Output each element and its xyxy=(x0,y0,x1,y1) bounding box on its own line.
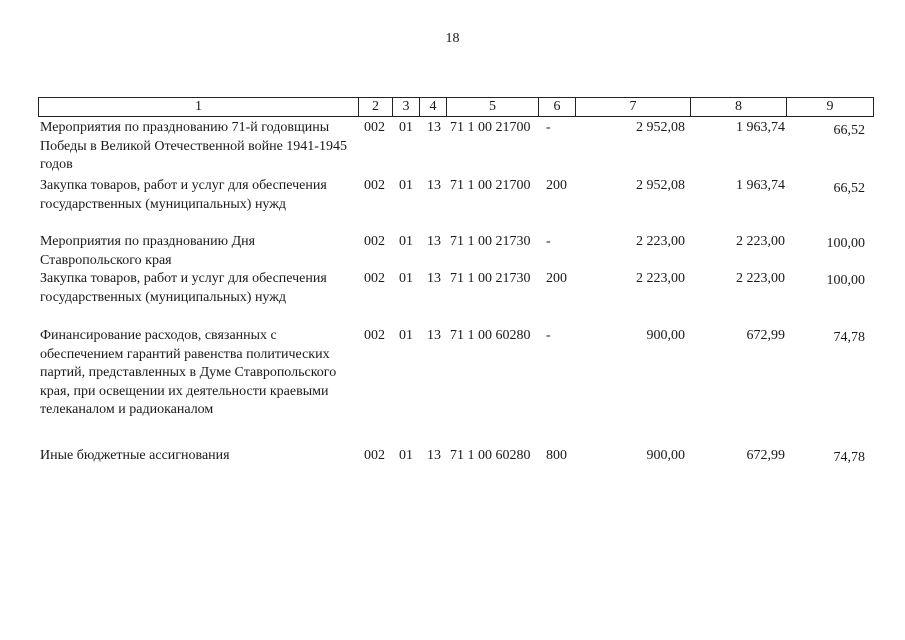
row-section: 01 xyxy=(399,120,413,135)
row-value-9: 74,78 xyxy=(833,450,865,465)
row-article: 71 1 00 60280 xyxy=(450,328,531,343)
row-type: 200 xyxy=(546,178,567,193)
row-name: Мероприятия по празднованию 71-й годовщины Победы в Великой Отечественной войне 1941-1945 годов xyxy=(40,120,347,172)
row-article: 71 1 00 21730 xyxy=(450,234,531,249)
row-subsection: 13 xyxy=(427,178,441,193)
header-col-8: 8 xyxy=(691,98,787,116)
row-value-9: 100,00 xyxy=(826,236,865,251)
row-value-7: 2 952,08 xyxy=(636,178,685,193)
header-col-2: 2 xyxy=(359,98,393,116)
row-subsection: 13 xyxy=(427,328,441,343)
row-section: 01 xyxy=(399,448,413,463)
row-subsection: 13 xyxy=(427,271,441,286)
row-article: 71 1 00 60280 xyxy=(450,448,531,463)
row-section: 01 xyxy=(399,234,413,249)
row-type: 200 xyxy=(546,271,567,286)
row-code: 002 xyxy=(364,328,385,343)
row-article: 71 1 00 21700 xyxy=(450,178,531,193)
row-code: 002 xyxy=(364,234,385,249)
row-section: 01 xyxy=(399,271,413,286)
row-subsection: 13 xyxy=(427,120,441,135)
row-code: 002 xyxy=(364,120,385,135)
header-col-3: 3 xyxy=(393,98,420,116)
row-value-8: 672,99 xyxy=(746,448,785,463)
row-article: 71 1 00 21730 xyxy=(450,271,531,286)
row-value-7: 900,00 xyxy=(646,328,685,343)
header-col-1: 1 xyxy=(39,98,359,116)
page-number: 18 xyxy=(445,31,460,46)
row-type: 800 xyxy=(546,448,567,463)
table-header xyxy=(38,97,874,117)
header-col-7: 7 xyxy=(576,98,691,116)
row-value-7: 2 223,00 xyxy=(636,234,685,249)
row-section: 01 xyxy=(399,178,413,193)
row-subsection: 13 xyxy=(427,448,441,463)
row-name: Закупка товаров, работ и услуг для обеспечения государственных (муниципальных) нужд xyxy=(40,271,327,305)
row-value-9: 66,52 xyxy=(833,123,865,138)
row-code: 002 xyxy=(364,271,385,286)
row-type: - xyxy=(546,328,551,343)
header-col-6: 6 xyxy=(539,98,576,116)
row-value-8: 1 963,74 xyxy=(736,120,785,135)
row-code: 002 xyxy=(364,178,385,193)
row-name: Финансирование расходов, связанных с обеспечением гарантий равенства политических партий, представленных в Думе Ставропольского края, при освещении их деятельности краевыми телеканалом и радиоканалом xyxy=(40,328,337,417)
header-col-9: 9 xyxy=(826,99,834,114)
row-value-8: 672,99 xyxy=(746,328,785,343)
row-subsection: 13 xyxy=(427,234,441,249)
row-value-7: 2 952,08 xyxy=(636,120,685,135)
row-value-8: 1 963,74 xyxy=(736,178,785,193)
row-name: Мероприятия по празднованию Дня Ставропольского края xyxy=(40,234,256,268)
row-type: - xyxy=(546,234,551,249)
row-value-9: 100,00 xyxy=(826,273,865,288)
row-value-7: 2 223,00 xyxy=(636,271,685,286)
header-col-4: 4 xyxy=(420,98,447,116)
row-section: 01 xyxy=(399,328,413,343)
row-value-8: 2 223,00 xyxy=(736,271,785,286)
row-name: Закупка товаров, работ и услуг для обеспечения государственных (муниципальных) нужд xyxy=(40,178,327,212)
row-value-9: 66,52 xyxy=(833,181,865,196)
row-code: 002 xyxy=(364,448,385,463)
row-value-7: 900,00 xyxy=(646,448,685,463)
row-type: - xyxy=(546,120,551,135)
row-article: 71 1 00 21700 xyxy=(450,120,531,135)
header-col-5: 5 xyxy=(447,98,539,116)
row-value-9: 74,78 xyxy=(833,330,865,345)
row-value-8: 2 223,00 xyxy=(736,234,785,249)
row-name: Иные бюджетные ассигнования xyxy=(40,448,230,463)
